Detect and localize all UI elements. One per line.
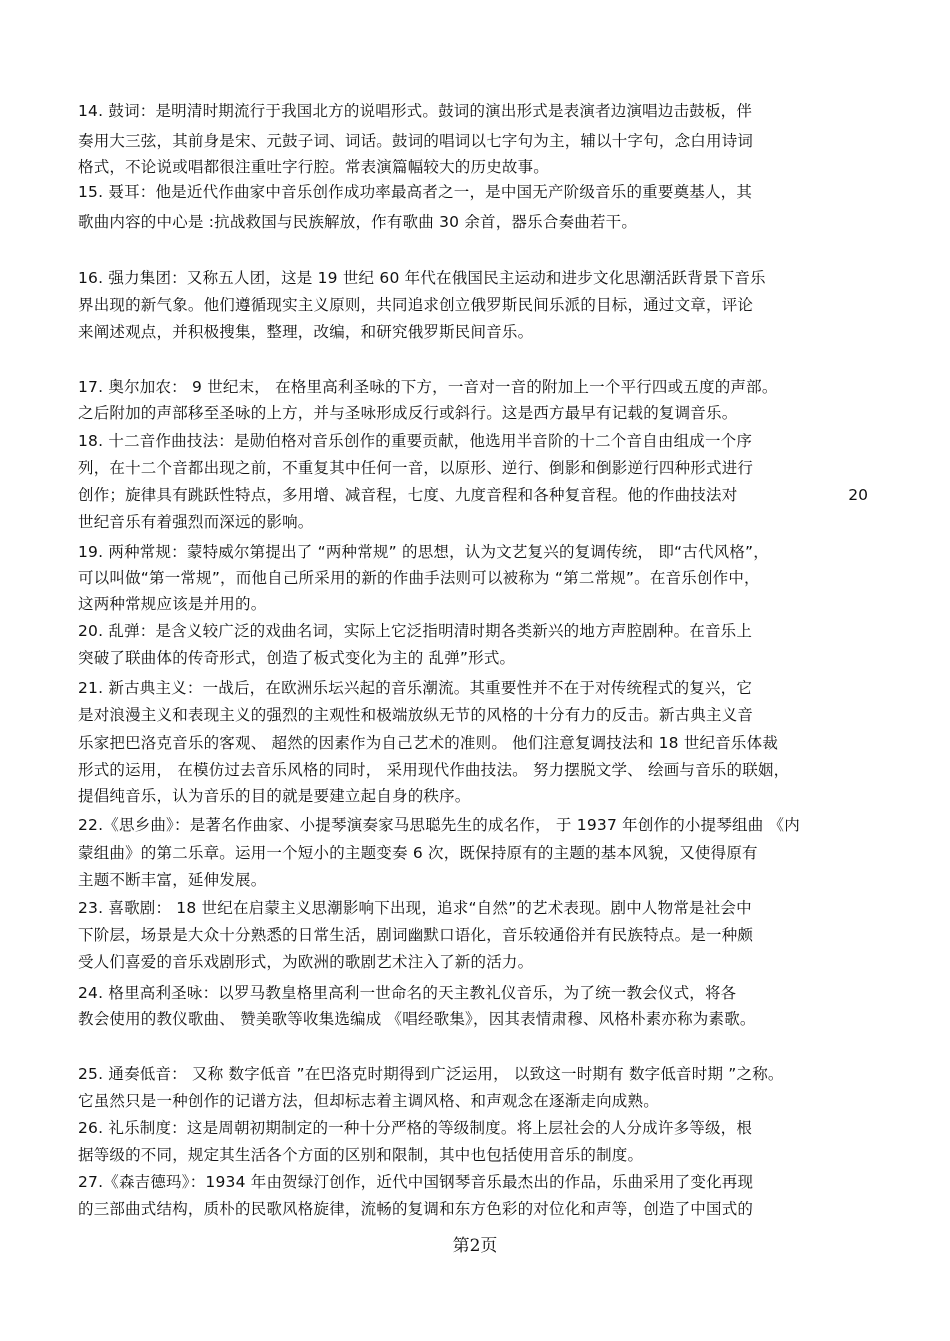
text-line: 歌曲内容的中心是 :抗战救国与民族解放，作有歌曲 30 余首，器乐合奏曲若干。 [78,213,638,231]
text-line: 蒙组曲》的第二乐章。运用一个短小的主题变奏 6 次，既保持原有的主题的基本风貌，又使得原有 [78,844,758,862]
text-line: 形式的运用， 在模仿过去音乐风格的同时， 采用现代作曲技法。 努力摆脱文学、 绘画与音乐的联姻， [78,761,790,779]
text-line: 21. 新古典主义：一战后，在欧洲乐坛兴起的音乐潮流。其重要性并不在于对传统程式的复兴，它 [78,679,753,697]
text-line: 受人们喜爱的音乐戏剧形式，为欧洲的歌剧艺术注入了新的活力。 [78,953,534,971]
text-line: 之后附加的声部移至圣咏的上方，并与圣咏形成反行或斜行。这是西方最早有记载的复调音乐。 [78,404,738,422]
text-line: 17. 奥尔加农： 9 世纪末， 在格里高利圣咏的下方，一音对一音的附加上一个平行四或五度的声部。 [78,378,778,396]
text-line: 18. 十二音作曲技法：是勋伯格对音乐创作的重要贡献，他选用半音阶的十二个音自由组成一个序 [78,432,753,450]
text-line: 下阶层，场景是大众十分熟悉的日常生活，剧词幽默口语化，音乐较通俗并有民族特点。是一种颇 [78,926,754,944]
text-line: 奏用大三弦，其前身是宋、元鼓子词、词话。鼓词的唱词以七字句为主，辅以十字句，念白用诗词 [78,132,754,150]
text-fragment: 20 [848,486,868,504]
text-line: 主题不断丰富，延伸发展。 [78,871,267,889]
text-line: 25. 通奏低音： 又称 数字低音 ”在巴洛克时期得到广泛运用， 以致这一时期有 数字低音时期 ”之称。 [78,1065,784,1083]
text-line: 15. 聂耳：他是近代作曲家中音乐创作成功率最高者之一，是中国无产阶级音乐的重要奠基人，其 [78,183,753,201]
text-line: 这两种常规应该是并用的。 [78,595,267,613]
text-line: 20. 乱弹：是含义较广泛的戏曲名词，实际上它泛指明清时期各类新兴的地方声腔剧种。在音乐上 [78,622,753,640]
text-line: 可以叫做“第一常规”，而他自己所采用的新的作曲手法则可以被称为 “第二常规”。在音乐创作中， [78,569,760,587]
text-line: 列，在十二个音都出现之前，不重复其中任何一音，以原形、逆行、倒影和倒影逆行四种形式进行 [78,459,754,477]
text-line: 格式，不论说或唱都很注重吐字行腔。常表演篇幅较大的历史故事。 [78,158,550,176]
text-line: 来阐述观点，并积极搜集，整理，改编，和研究俄罗斯民间音乐。 [78,323,534,341]
text-line: 世纪音乐有着强烈而深远的影响。 [78,513,314,531]
text-line: 是对浪漫主义和表现主义的强烈的主观性和极端放纵无节的风格的十分有力的反击。新古典主义音 [78,706,754,724]
text-line: 23. 喜歌剧： 18 世纪在启蒙主义思潮影响下出现，追求“自然”的艺术表现。剧中人物常是社会中 [78,899,752,917]
text-line: 突破了联曲体的传奇形式，创造了板式变化为主的 乱弹”形式。 [78,649,516,667]
text-line: 创作；旋律具有跳跃性特点，多用增、减音程，七度、九度音程和各种复音程。他的作曲技法对 [78,486,738,504]
text-line: 据等级的不同，规定其生活各个方面的区别和限制，其中也包括使用音乐的制度。 [78,1146,644,1164]
text-line: 27.《森吉德玛》：1934 年由贺绿汀创作，近代中国钢琴音乐最杰出的作品，乐曲采用了变化再现 [78,1173,754,1191]
text-line: 16. 强力集团：又称五人团，这是 19 世纪 60 年代在俄国民主运动和进步文化思潮活跃背景下音乐 [78,269,766,287]
text-line: 14. 鼓词：是明清时期流行于我国北方的说唱形式。鼓词的演出形式是表演者边演唱边击鼓板，伴 [78,102,753,120]
text-line: 它虽然只是一种创作的记谱方法，但却标志着主调风格、和声观念在逐渐走向成熟。 [78,1092,659,1110]
text-line: 乐家把巴洛克音乐的客观、 超然的因素作为自己艺术的准则。 他们注意复调技法和 18 世纪音乐体裁 [78,734,779,752]
text-line: 26. 礼乐制度：这是周朝初期制定的一种十分严格的等级制度。将上层社会的人分成许多等级，根 [78,1119,753,1137]
text-line: 22.《思乡曲》：是著名作曲家、小提琴演奏家马思聪先生的成名作， 于 1937 年创作的小提琴组曲 《内 [78,816,800,834]
text-line: 教会使用的教仪歌曲、 赞美歌等收集选编成 《唱经歌集》，因其表情肃穆、风格朴素亦称为素歌。 [78,1010,756,1028]
text-line: 24. 格里高利圣咏：以罗马教皇格里高利一世命名的天主教礼仪音乐，为了统一教会仪式，将各 [78,984,737,1002]
text-line: 界出现的新气象。他们遵循现实主义原则，共同追求创立俄罗斯民间乐派的目标，通过文章，评论 [78,296,754,314]
text-line: 19. 两种常规：蒙特威尔第提出了 “两种常规” 的思想，认为文艺复兴的复调传统， 即“古代风格”， [78,543,769,561]
page-number: 第2页 [452,1236,498,1256]
text-line: 提倡纯音乐，认为音乐的目的就是要建立起自身的秩序。 [78,787,471,805]
text-line: 的三部曲式结构，质朴的民歌风格旋律，流畅的复调和东方色彩的对位化和声等，创造了中国式的 [78,1200,754,1218]
